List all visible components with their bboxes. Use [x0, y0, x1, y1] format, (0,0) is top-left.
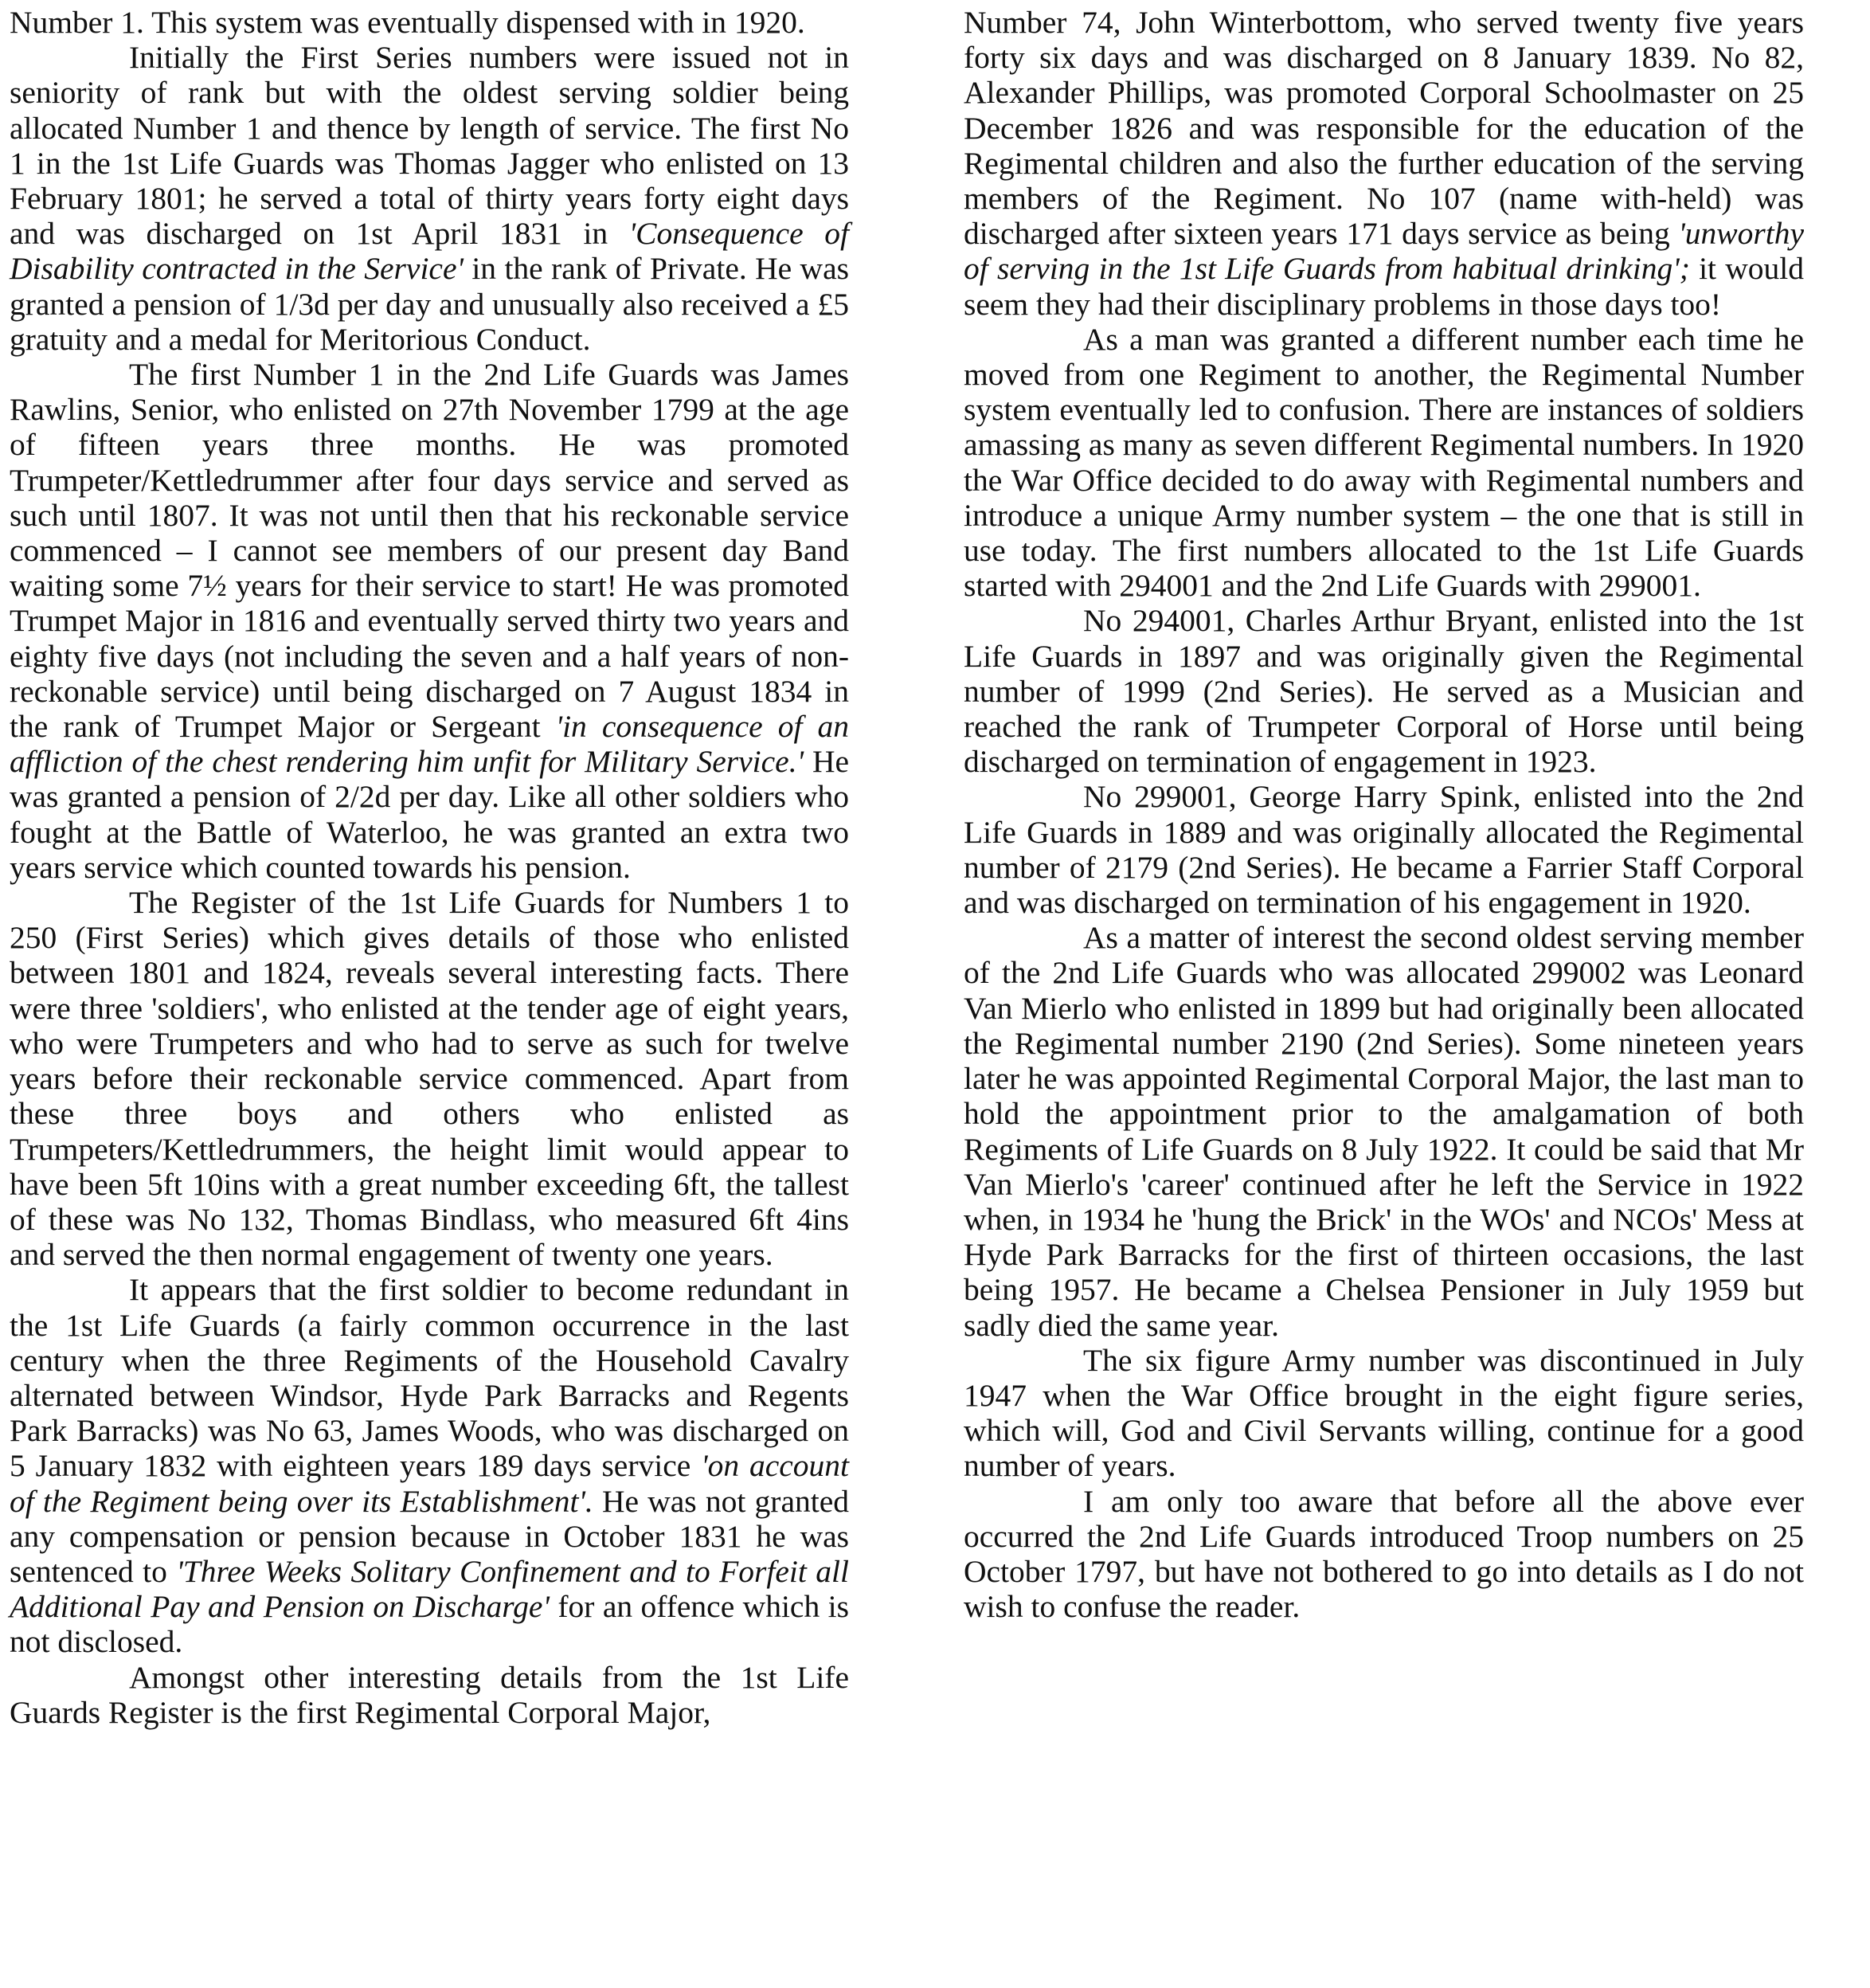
text-run: As a man was granted a different number each time he moved from one Regiment to another, the Regimental Number system eventually led to confusion. There are instances of soldiers amassing as many as seven different Regimental numbers. In 1920 the War Office decided to do away with Regimental numbers and introduce a unique Army number system – the one that is still in use today. The first numbers allocated to the 1st Life Guards started with 294001 and the 2nd Life Guards with 299001. [964, 321, 1804, 604]
text-run: Number 74, John Winterbottom, who served twenty five years forty six days and was discharged on 8 January 1839. No 82, Alexander Phillips, was promoted Corporal Schoolmaster on 25 December 1826 and was responsible for the education of the Regimental children and also the further education of the serving members of the Regiment. No 107 (name with-held) was discharged after sixteen years 171 days service as being [964, 5, 1804, 252]
paragraph [10, 885, 849, 1272]
paragraph [10, 357, 849, 885]
paragraph [964, 1343, 1804, 1484]
paragraph [964, 1484, 1804, 1625]
text-run: for an offence which is not disclosed. [10, 1589, 849, 1660]
text-run: The six figure Army number was discontinued in July 1947 when the War Office brought in the eight figure series, which will, God and Civil Servants willing, continue for a good number of years. [964, 1342, 1804, 1484]
text-run: in the rank of Private. He was granted a pension of 1/3d per day and unusually also received a £5 gratuity and a medal for Meritorious Conduct. [10, 251, 849, 357]
text-run: Amongst other interesting details from the 1st Life Guards Register is the first Regimental Corporal Major, [10, 1659, 849, 1730]
italic-quotation: 'Consequence of Disability contracted in the Service' [10, 216, 849, 287]
paragraph [964, 779, 1804, 920]
paragraph [10, 1272, 849, 1659]
text-run: No 299001, George Harry Spink, enlisted into the 2nd Life Guards in 1889 and was originally allocated the Regimental number of 2179 (2nd Series). He became a Farrier Staff Corporal and was discharged on termination of his engagement in 1920. [964, 779, 1804, 921]
text-run: Number 1. This system was eventually dispensed with in 1920. [10, 5, 805, 40]
text-run: The Register of the 1st Life Guards for Numbers 1 to 250 (First Series) which gives details of those who enlisted between 1801 and 1824, reveals several interesting facts. There were three 'soldiers', who enlisted at the tender age of eight years, who were Trumpeters and who had to serve as such for twelve years before their reckonable service commenced. Apart from these three boys and others who enlisted as Trumpeters/Kettledrummers, the height limit would appear to have been 5ft 10ins with a great number exceeding 6ft, the tallest of these was No 132, Thomas Bindlass, who measured 6ft 4ins and served the then normal engagement of twenty one years. [10, 885, 849, 1273]
italic-quotation: 'on account of the Regiment being over its Establishment'. [10, 1448, 849, 1519]
text-run: No 294001, Charles Arthur Bryant, enlisted into the 1st Life Guards in 1897 and was originally given the Regimental number of 1999 (2nd Series). He served as a Musician and reached the rank of Trumpeter Corporal of Horse until being discharged on termination of engagement in 1923. [964, 603, 1804, 780]
text-run: I am only too aware that before all the above ever occurred the 2nd Life Guards introduced Troop numbers on 25 October 1797, but have not bothered to go into details as I do not wish to confuse the reader. [964, 1483, 1804, 1625]
paragraph [964, 322, 1804, 604]
text-run: it would seem they had their disciplinary problems in those days too! [964, 251, 1804, 322]
text-run: He was not granted any compensation or pension because in October 1831 he was sentenced to [10, 1483, 849, 1589]
text-run: Initially the First Series numbers were issued not in seniority of rank but with the oldest serving soldier being allocated Number 1 and thence by length of service. The first No 1 in the 1st Life Guards was Thomas Jagger who enlisted on 13 February 1801; he served a total of thirty years forty eight days and was discharged on 1st April 1831 in [10, 40, 849, 252]
text-run: It appears that the first soldier to become redundant in the 1st Life Guards (a fairly common occurrence in the last century when the three Regiments of the Household Cavalry alternated between Windsor, Hyde Park Barracks and Regents Park Barracks) was No 63, James Woods, who was discharged on 5 January 1832 with eighteen years 189 days service [10, 1272, 849, 1484]
right-column [964, 5, 1804, 1624]
text-run: The first Number 1 in the 2nd Life Guards was James Rawlins, Senior, who enlisted on 27th November 1799 at the age of fifteen years three months. He was promoted Trumpeter/Kettledrummer after four days service and served as such until 1807. It was not until then that his reckonable service commenced – I cannot see members of our present day Band waiting some 7½ years for their service to start! He was promoted Trumpet Major in 1816 and eventually served thirty two years and eighty five days (not including the seven and a half years of non-reckonable service) until being discharged on 7 August 1834 in the rank of Trumpet Major or Sergeant [10, 357, 849, 745]
paragraph [964, 5, 1804, 322]
paragraph [964, 603, 1804, 779]
italic-quotation: 'in consequence of an affliction of the chest rendering him unfit for Military Service.' [10, 709, 849, 780]
paragraph [964, 920, 1804, 1342]
paragraph [10, 40, 849, 357]
italic-quotation: 'unworthy of serving in the 1st Life Guards from habitual drinking'; [964, 216, 1804, 287]
italic-quotation: 'Three Weeks Solitary Confinement and to Forfeit all Additional Pay and Pension on Discharge' [10, 1553, 849, 1625]
text-run: As a matter of interest the second oldest serving member of the 2nd Life Guards who was allocated 299002 was Leonard Van Mierlo who enlisted in 1899 but had originally been allocated the Regimental number 2190 (2nd Series). Some nineteen years later he was appointed Regimental Corporal Major, the last man to hold the appointment prior to the amalgamation of both Regiments of Life Guards on 8 July 1922. It could be said that Mr Van Mierlo's 'career' continued after he left the Service in 1922 when, in 1934 he 'hung the Brick' in the WOs' and NCOs' Mess at Hyde Park Barracks for the first of thirteen occasions, the last being 1957. He became a Chelsea Pensioner in July 1959 but sadly died the same year. [964, 920, 1804, 1343]
left-column [10, 5, 849, 1730]
text-run: He was granted a pension of 2/2d per day. Like all other soldiers who fought at the Battle of Waterloo, he was granted an extra two years service which counted towards his pension. [10, 744, 849, 885]
paragraph [10, 1660, 849, 1730]
paragraph [10, 5, 849, 40]
